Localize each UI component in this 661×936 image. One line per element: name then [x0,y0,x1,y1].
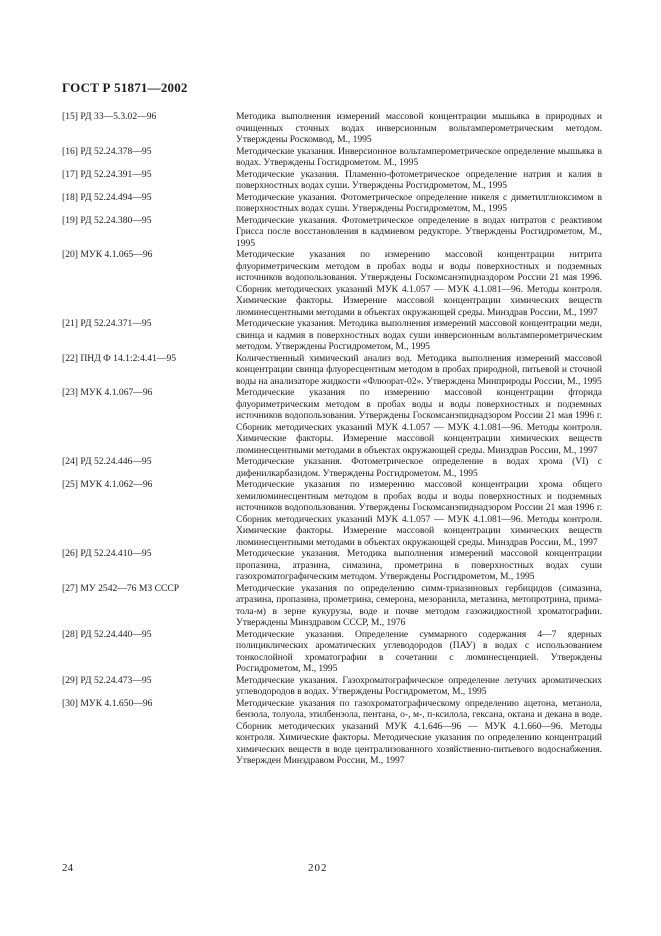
stamp-number: 202 [308,862,328,874]
reference-code: [15] РД 33—5.3.02—96 [62,111,157,122]
reference-code: [20] МУК 4.1.065—96 [62,249,153,260]
reference-text: Методические указания. Фотометрическое определение в водах нитратов с реактивом Грисса после восстановления в кадмиевом редукторе. Утверждены Росгидрометом, М., 1995 [236,214,602,249]
reference-text: Методические указания. Определение суммарного содержания 4—7 ядерных полициклических ароматических углеводородов (ПАУ) в водах с использованием тонкослойной хроматографии в сочетании с люминесценцией. Утверждены Росгидрометом, М., 1995 [236,628,602,674]
reference-text: Методические указания по измерению массовой концентрации хрома общего хемилюминесцентным методом в пробах воды и воды поверхностных и подземных источников водопользования. Утверждены Госкомсанэпиднадзором России 21 мая 1996 г. Сборник методических указаний МУК 4.1.057 — МУК 4.1.081—96. Методы контроля. Химические факторы. Измерение массовой концентрации химических веществ люминесцентными методами в объектах окружающей среды. Минздрав России, М., 1997 [236,479,602,548]
reference-code: [22] ПНД Ф 14.1:2:4.41—95 [62,352,177,364]
reference-code: [21] РД 52.24.371—95 [62,318,152,329]
reference-entry [62,675,602,698]
reference-code: [25] МУК 4.1.062—96 [62,479,153,490]
reference-text: Методические указания. Пламенно-фотометрическое определение натрия и калия в поверхностных водах суши. Утверждены Росгидрометом, М., 1995 [236,168,602,191]
reference-text: Методика выполнения измерений массовой концентрации мышьяка в природных и очищенных сточных водах инверсионным вольтамперометрическим методом. Утверждены Роскомвод, М., 1995 [236,111,602,145]
reference-text: Методические указания. Фотометрическое определение в водах хрома (VI) с дифенилкарбазидом. Утверждены Росгидрометом. М., 1995 [236,456,602,479]
reference-entry [62,169,602,192]
reference-text: Методические указания. Инверсионное вольтамперометрическое определение мышьяка в водах. Утверждены Госгидрометом. М., 1995 [236,145,602,168]
reference-text: Методические указания по измерению массовой концентрации фторида флуориметрическим методом в пробах воды и воды поверхностных и подземных источников водопользования. Утверждены Госкомсанэпиднадзором России 21 мая 1996 г. Сборник методических указаний МУК 4.1.057 — МУК 4.1.081—96. Методы контроля. Химические факторы. Измерение массовой концентрации химических веществ люминесцентными методами в объектах окружающей среды. Минздрав России, М., 1997 [236,387,602,456]
reference-entry [62,111,602,146]
reference-entry [62,479,602,548]
reference-code: [29] РД 52.24.473—95 [62,674,152,686]
reference-code: [18] РД 52.24.494—95 [62,191,152,203]
reference-text: Методические указания. Фотометрическое определение никеля с диметилглиоксимом в поверхностных водах суши. Утверждены Росгидрометом, М., 1995 [236,191,602,214]
reference-text: Методические указания. Методика выполнения измерений массовой концентрации меди, свинца и кадмия в поверхностных водах суши инверсионным вольтамперометрическим методом. Утверждены Росгидрометом, М., 1995 [236,318,602,352]
reference-text: Методические указания. Методика выполнения измерений массовой концентрации пропазина, атразина, симазина, прометрина в поверхностных водах суши газохроматографическим методом. Утверждены Росгидрометом, М., 1995 [236,548,602,582]
reference-code: [27] МУ 2542—76 МЗ СССР [62,582,180,594]
reference-code: [30] МУК 4.1.650—96 [62,697,153,709]
reference-code: [16] РД 52.24.378—95 [62,145,152,157]
reference-entry [62,387,602,456]
reference-code: [28] РД 52.24.440—95 [62,628,152,640]
reference-code: [24] РД 52.24.446—95 [62,456,152,467]
page-number: 24 [62,862,73,874]
reference-text: Методические указания по определению симм-триазиновых гербицидов (симазина, атразина, пропазина, прометрина, семерона, мезоранила, метазина, метопротрина, приматола-м) в зерне кукурузы, воде и почве методом газожидкостной хроматографии. Утверждены Минздравом СССР, М., 1976 [236,582,602,628]
references-list [62,111,602,767]
reference-text: Методические указания по газохроматографическому определению ацетона, метанола, бензола, толуола, этилбензола, пентана, о-, м-, п-ксилола, гексана, октана и декана в воде. Сборник методических указаний МУК 4.1.646—96 — МУК 4.1.660—96. Методы контроля. Химические факторы. Методические указания по определению концентраций химических веществ в воде централизованного хозяйственно-питьевого водоснабжения. Утвержден Минздравом России, М., 1997 [236,697,602,766]
reference-entry [62,698,602,767]
reference-entry [62,192,602,215]
reference-text: Методические указания. Газохроматографическое определение летучих ароматических углеводородов в водах. Утверждены Росгидрометом, М., 1995 [236,674,602,697]
reference-code: [23] МУК 4.1.067—96 [62,387,153,398]
reference-entry [62,353,602,388]
reference-entry [62,456,602,479]
reference-entry [62,146,602,169]
reference-text: Количественный химический анализ вод. Методика выполнения измерений массовой концентрации свинца флуоресцентным методом в пробах природной, питьевой и сточной воды на анализаторе жидкости «Флюорат-02». Утверждена Минприроды России, М., 1995 [236,352,602,387]
document-title: ГОСТ Р 51871—2002 [62,80,188,95]
reference-text: Методические указания по измерению массовой концентрации нитрита флуориметрическим методом в пробах воды и воды поверхностных и подземных источников водопользования. Утверждены Госкомсанэпидназдором России 21 мая 1996. Сборник методических указаний МУК 4.1.057 — МУК 4.1.081—96. Методы контроля. Химические факторы. Измерение массовой концентрации химических веществ люминесцентными методами в объектах окружающей среды. Минздрав России, М., 1997 [236,249,602,318]
reference-entry [62,318,602,353]
reference-code: [26] РД 52.24.410—95 [62,548,152,559]
reference-entry [62,583,602,629]
reference-entry [62,215,602,250]
reference-entry [62,548,602,583]
reference-entry [62,249,602,318]
reference-entry [62,629,602,675]
reference-code: [19] РД 52.24.380—95 [62,214,152,226]
reference-code: [17] РД 52.24.391—95 [62,168,152,180]
